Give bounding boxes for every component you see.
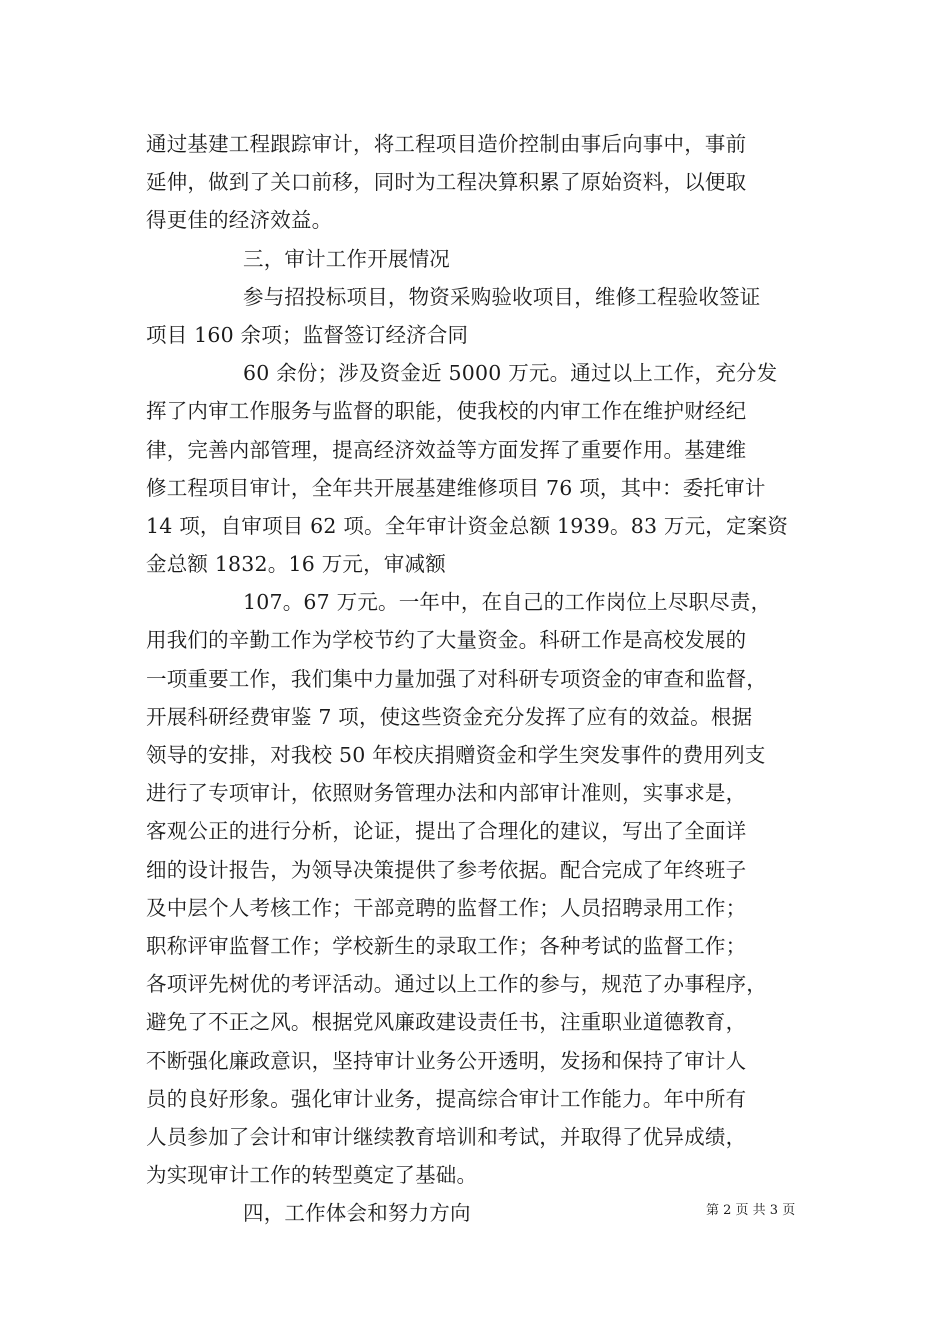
text-line: 得更佳的经济效益。 <box>146 208 333 233</box>
text-line: 客观公正的进行分析，论证，提出了合理化的建议，写出了全面详 <box>146 819 747 844</box>
text-line: 不断强化廉政意识，坚持审计业务公开透明，发扬和保持了审计人 <box>146 1048 747 1073</box>
text-line: 一项重要工作，我们集中力量加强了对科研专项资金的审查和监督， <box>146 666 767 691</box>
text-line: 修工程项目审计，全年共开展基建维修项目 76 项，其中：委托审计 <box>146 475 766 500</box>
page-indicator: 第 2 页 共 3 页 <box>706 1203 796 1218</box>
text-line: 人员参加了会计和审计继续教育培训和考试，并取得了优异成绩， <box>146 1124 747 1149</box>
text-line: 员的良好形象。强化审计业务，提高综合审计工作能力。年中所有 <box>146 1086 747 1111</box>
text-line: 为实现审计工作的转型奠定了基础。 <box>146 1163 478 1188</box>
text-line: 开展科研经费审鉴 7 项，使这些资金充分发挥了应有的效益。根据 <box>146 704 753 729</box>
section-heading-3: 三，审计工作开展情况 <box>243 246 450 271</box>
text-line: 职称评审监督工作；学校新生的录取工作；各种考试的监督工作； <box>146 933 747 958</box>
text-line: 细的设计报告，为领导决策提供了参考依据。配合完成了年终班子 <box>146 857 747 882</box>
body-text <box>146 125 811 1232</box>
text-line: 用我们的辛勤工作为学校节约了大量资金。科研工作是高校发展的 <box>146 628 747 653</box>
text-line: 通过基建工程跟踪审计，将工程项目造价控制由事后向事中，事前 <box>146 132 747 156</box>
text-line: 挥了内审工作服务与监督的职能，使我校的内审工作在维护财经纪 <box>146 399 747 424</box>
text-line: 参与招投标项目，物资采购验收项目，维修工程验收签证 <box>243 284 761 309</box>
text-line: 律，完善内部管理，提高经济效益等方面发挥了重要作用。基建维 <box>146 437 747 462</box>
text-line: 各项评先树优的考评活动。通过以上工作的参与，规范了办事程序， <box>146 972 767 997</box>
text-line: 及中层个人考核工作；干部竞聘的监督工作；人员招聘录用工作； <box>146 895 747 920</box>
text-line: 领导的安排，对我校 50 年校庆捐赠资金和学生突发事件的费用列支 <box>146 743 766 767</box>
text-line: 金总额 1832。16 万元，审减额 <box>146 552 446 577</box>
section-heading-4: 四，工作体会和努力方向 <box>243 1201 471 1226</box>
text-line: 延伸，做到了关口前移，同时为工程决算积累了原始资料，以便取 <box>146 170 747 195</box>
text-line: 项目 160 余项；监督签订经济合同 <box>146 322 469 347</box>
text-line: 避免了不正之风。根据党风廉政建设责任书，注重职业道德教育， <box>146 1010 747 1035</box>
text-line: 60 余份；涉及资金近 5000 万元。通过以上工作，充分发 <box>243 361 778 386</box>
text-line: 107。67 万元。一年中，在自己的工作岗位上尽职尽责， <box>243 590 772 615</box>
text-line: 14 项，自审项目 62 项。全年审计资金总额 1939。83 万元，定案资 <box>146 513 789 538</box>
text-line: 进行了专项审计，依照财务管理办法和内部审计准则，实事求是， <box>146 781 747 806</box>
